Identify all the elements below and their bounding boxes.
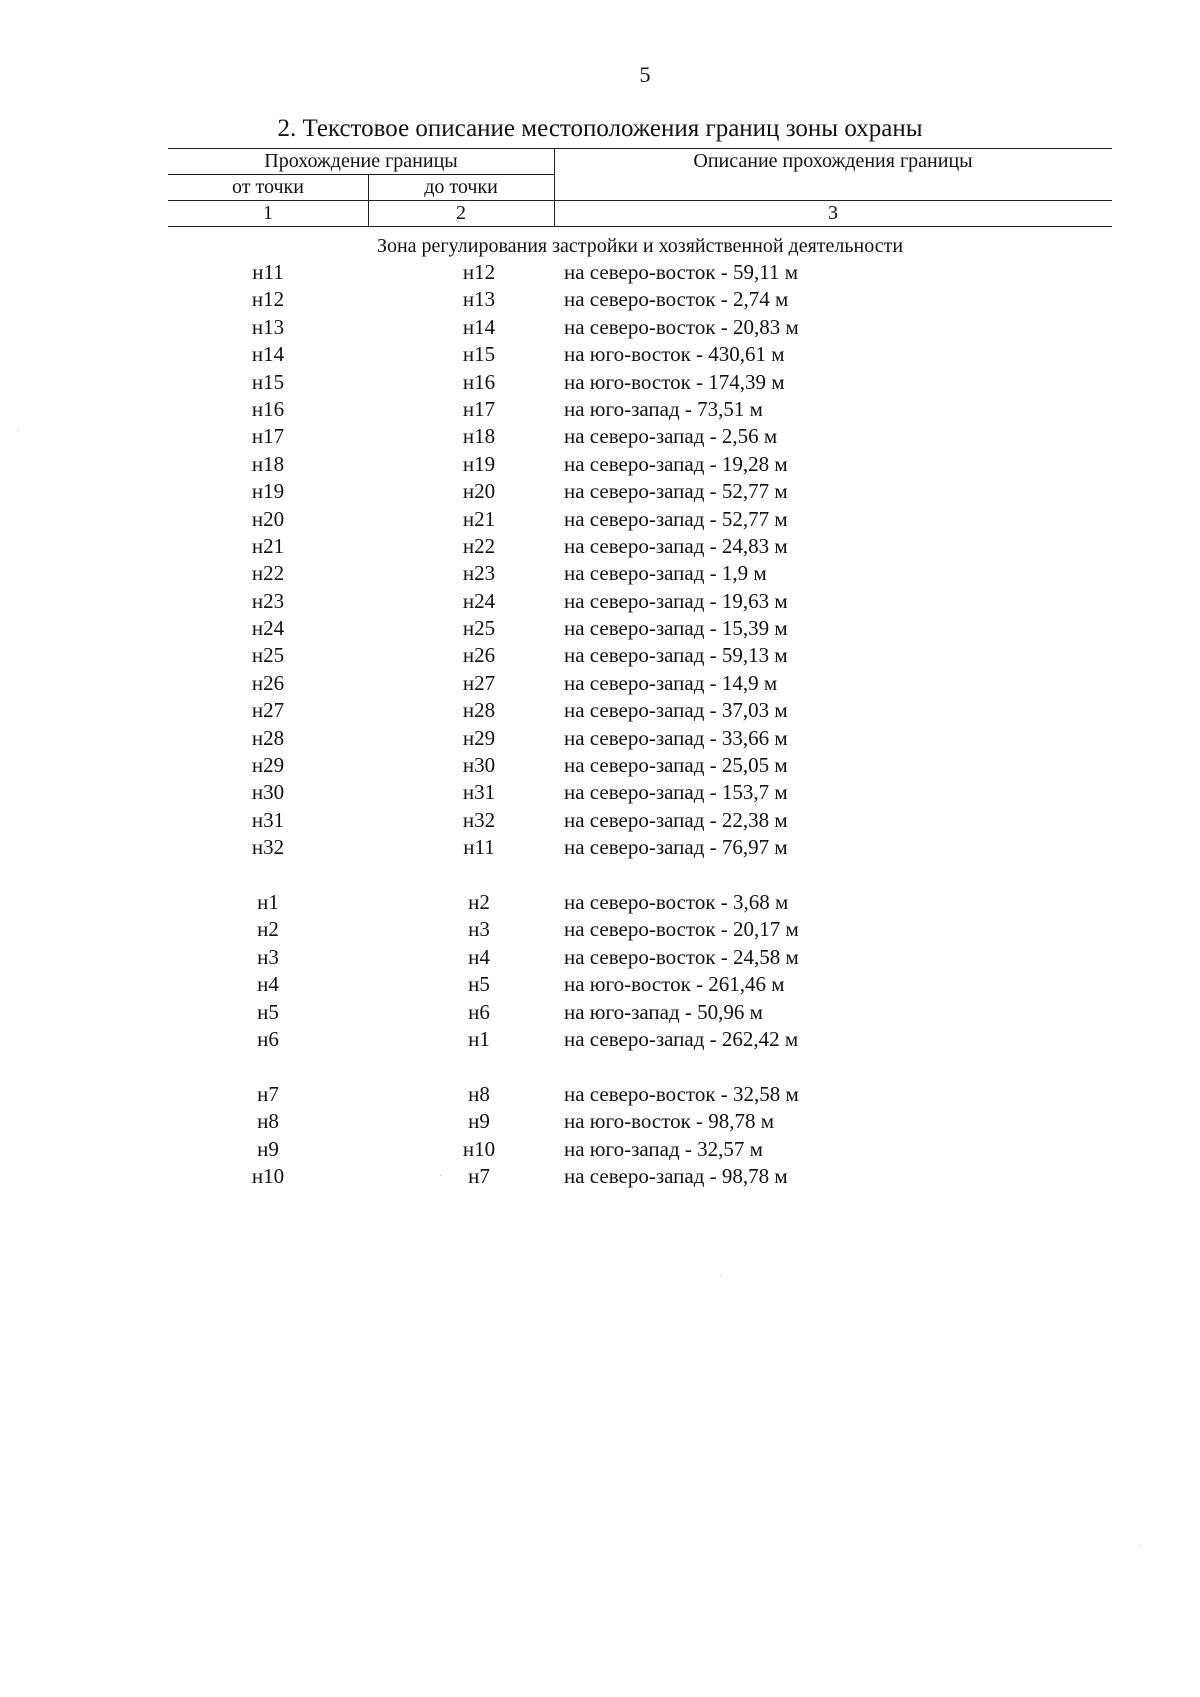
to-point-cell: н5 xyxy=(468,972,490,997)
scan-speck xyxy=(1140,1545,1141,1546)
from-point-cell: н23 xyxy=(251,588,285,613)
from-point-cell: н17 xyxy=(251,424,285,449)
table-row xyxy=(168,423,1112,450)
description-cell: на северо-восток - 59,11 м xyxy=(564,260,799,284)
group-spacer xyxy=(168,862,1112,889)
from-point-cell: н31 xyxy=(251,807,285,832)
table-row xyxy=(168,1081,1112,1108)
to-point-header: до точки xyxy=(424,176,498,198)
description-cell: на северо-запад - 14,9 м xyxy=(564,670,778,695)
to-point-cell: н25 xyxy=(462,616,496,641)
column-number-1: 1 xyxy=(263,202,273,224)
to-point-cell: н23 xyxy=(462,561,496,586)
description-cell: на северо-запад - 1,9 м xyxy=(564,561,767,586)
table-row xyxy=(168,1026,1112,1053)
table-row xyxy=(168,670,1112,697)
to-point-cell: н2 xyxy=(468,889,490,914)
table-row xyxy=(168,451,1112,478)
description-cell: на юго-запад - 32,57 м xyxy=(564,1136,763,1161)
from-point-cell: н21 xyxy=(251,533,285,558)
to-point-cell: н32 xyxy=(462,807,496,832)
table-row xyxy=(168,642,1112,669)
table-row xyxy=(168,697,1112,724)
page-number: 5 xyxy=(639,62,651,87)
to-point-cell: н3 xyxy=(468,917,490,942)
from-point-cell: н22 xyxy=(251,561,285,586)
to-point-cell: н18 xyxy=(462,424,496,449)
to-point-cell: н29 xyxy=(462,725,496,750)
from-point-cell: н14 xyxy=(251,342,285,367)
from-point-cell: н28 xyxy=(251,725,285,750)
to-point-cell: н22 xyxy=(462,533,496,558)
to-point-cell: н27 xyxy=(462,670,496,695)
description-cell: на северо-запад - 76,97 м xyxy=(564,835,788,860)
description-cell: на северо-восток - 20,17 м xyxy=(564,917,799,942)
column-number-2: 2 xyxy=(456,202,466,224)
description-cell: на северо-восток - 32,58 м xyxy=(564,1081,799,1106)
to-point-cell: н26 xyxy=(462,643,496,668)
table-row xyxy=(168,314,1112,341)
to-point-cell: н24 xyxy=(462,588,496,613)
description-cell: на юго-восток - 174,39 м xyxy=(564,369,785,394)
table-row xyxy=(168,369,1112,396)
from-point-cell: н27 xyxy=(251,698,285,723)
description-cell: на северо-восток - 3,68 м xyxy=(564,889,789,914)
from-point-cell: н15 xyxy=(251,369,285,394)
description-cell: на северо-запад - 52,77 м xyxy=(564,479,788,504)
to-point-cell: н8 xyxy=(468,1081,490,1106)
to-point-cell: н6 xyxy=(468,999,490,1024)
table-row xyxy=(168,889,1112,916)
scan-speck xyxy=(18,430,19,431)
to-point-cell: н13 xyxy=(462,287,496,312)
table-row xyxy=(168,779,1112,806)
from-point-cell: н8 xyxy=(257,1109,279,1134)
table-row xyxy=(168,478,1112,505)
from-point-cell: н24 xyxy=(251,616,285,641)
description-cell: на юго-восток - 261,46 м xyxy=(564,972,785,997)
from-point-cell: н7 xyxy=(257,1081,279,1106)
document-title: 2. Текстовое описание местоположения границ зоны охраны xyxy=(277,115,923,142)
from-point-cell: н4 xyxy=(257,972,279,997)
to-point-cell: н10 xyxy=(462,1136,496,1161)
description-cell: на юго-запад - 73,51 м xyxy=(564,396,763,421)
table-row xyxy=(168,396,1112,423)
from-point-cell: н26 xyxy=(251,670,285,695)
to-point-cell: н7 xyxy=(468,1163,490,1188)
table-row xyxy=(168,341,1112,368)
description-cell: на северо-запад - 33,66 м xyxy=(564,725,788,750)
to-point-cell: н28 xyxy=(462,698,496,723)
from-point-cell: н29 xyxy=(251,753,285,778)
from-point-cell: н6 xyxy=(257,1026,279,1051)
table-row xyxy=(168,1136,1112,1163)
from-point-cell: н3 xyxy=(257,944,279,969)
description-cell: на северо-запад - 153,7 м xyxy=(564,780,788,805)
description-cell: на юго-восток - 430,61 м xyxy=(564,342,785,367)
description-cell: на северо-восток - 20,83 м xyxy=(564,314,799,339)
from-point-cell: н9 xyxy=(257,1136,279,1161)
to-point-cell: н11 xyxy=(463,835,495,860)
from-point-cell: н16 xyxy=(251,396,285,421)
table-row xyxy=(168,533,1112,560)
from-point-cell: н2 xyxy=(257,917,279,942)
zone-title: Зона регулирования застройки и хозяйственной деятельности xyxy=(376,235,904,257)
table-row xyxy=(168,752,1112,779)
table-row xyxy=(168,560,1112,587)
description-cell: на северо-запад - 98,78 м xyxy=(564,1163,788,1188)
description-cell: на северо-запад - 15,39 м xyxy=(564,616,788,641)
table-row xyxy=(168,999,1112,1026)
table-row xyxy=(168,725,1112,752)
description-cell: на северо-запад - 19,63 м xyxy=(564,588,788,613)
description-cell: на северо-запад - 37,03 м xyxy=(564,698,788,723)
table-row xyxy=(168,588,1112,615)
to-point-cell: н20 xyxy=(462,479,496,504)
from-point-cell: н5 xyxy=(257,999,279,1024)
table-row xyxy=(168,1163,1112,1190)
table-row xyxy=(168,259,1112,286)
from-point-cell: н11 xyxy=(252,260,284,284)
table-row xyxy=(168,1108,1112,1135)
from-point-header: от точки xyxy=(232,176,304,198)
scan-speck xyxy=(720,1275,721,1276)
to-point-cell: н12 xyxy=(462,260,496,284)
column-number-3: 3 xyxy=(828,202,838,224)
boundary-rows xyxy=(168,259,1112,1190)
passage-header: Прохождение границы xyxy=(264,150,458,172)
table-row xyxy=(168,286,1112,313)
from-point-cell: н18 xyxy=(251,451,285,476)
description-cell: на северо-запад - 25,05 м xyxy=(564,753,788,778)
to-point-cell: н9 xyxy=(468,1109,490,1134)
table-row xyxy=(168,807,1112,834)
description-cell: на северо-восток - 2,74 м xyxy=(564,287,789,312)
from-point-cell: н12 xyxy=(251,287,285,312)
description-cell: на северо-запад - 52,77 м xyxy=(564,506,788,531)
to-point-cell: н4 xyxy=(468,944,490,969)
to-point-cell: н31 xyxy=(462,780,496,805)
to-point-cell: н19 xyxy=(462,451,496,476)
from-point-cell: н25 xyxy=(251,643,285,668)
table-row xyxy=(168,916,1112,943)
table-row xyxy=(168,944,1112,971)
to-point-cell: н14 xyxy=(462,314,496,339)
from-point-cell: н19 xyxy=(251,479,285,504)
to-point-cell: н16 xyxy=(462,369,496,394)
from-point-cell: н32 xyxy=(251,835,285,860)
from-point-cell: н10 xyxy=(251,1163,285,1188)
description-cell: на северо-запад - 59,13 м xyxy=(564,643,788,668)
description-cell: на северо-восток - 24,58 м xyxy=(564,944,799,969)
to-point-cell: н1 xyxy=(468,1026,490,1051)
scan-speck xyxy=(440,1175,441,1176)
description-cell: на северо-запад - 262,42 м xyxy=(564,1026,799,1051)
group-spacer xyxy=(168,1053,1112,1080)
to-point-cell: н17 xyxy=(462,396,496,421)
description-cell: на юго-восток - 98,78 м xyxy=(564,1109,775,1134)
to-point-cell: н21 xyxy=(462,506,496,531)
description-cell: на северо-запад - 19,28 м xyxy=(564,451,788,476)
to-point-cell: н30 xyxy=(462,753,496,778)
table-row xyxy=(168,834,1112,861)
table-row xyxy=(168,506,1112,533)
description-cell: на северо-запад - 24,83 м xyxy=(564,533,788,558)
table-row xyxy=(168,615,1112,642)
description-cell: на северо-запад - 2,56 м xyxy=(564,424,778,449)
description-header: Описание прохождения границы xyxy=(693,150,973,172)
from-point-cell: н20 xyxy=(251,506,285,531)
column-number-rule xyxy=(168,226,1112,227)
to-point-cell: н15 xyxy=(462,342,496,367)
description-cell: на северо-запад - 22,38 м xyxy=(564,807,788,832)
from-point-cell: н1 xyxy=(257,889,279,914)
description-cell: на юго-запад - 50,96 м xyxy=(564,999,763,1024)
from-point-cell: н30 xyxy=(251,780,285,805)
from-point-cell: н13 xyxy=(251,314,285,339)
table-row xyxy=(168,971,1112,998)
